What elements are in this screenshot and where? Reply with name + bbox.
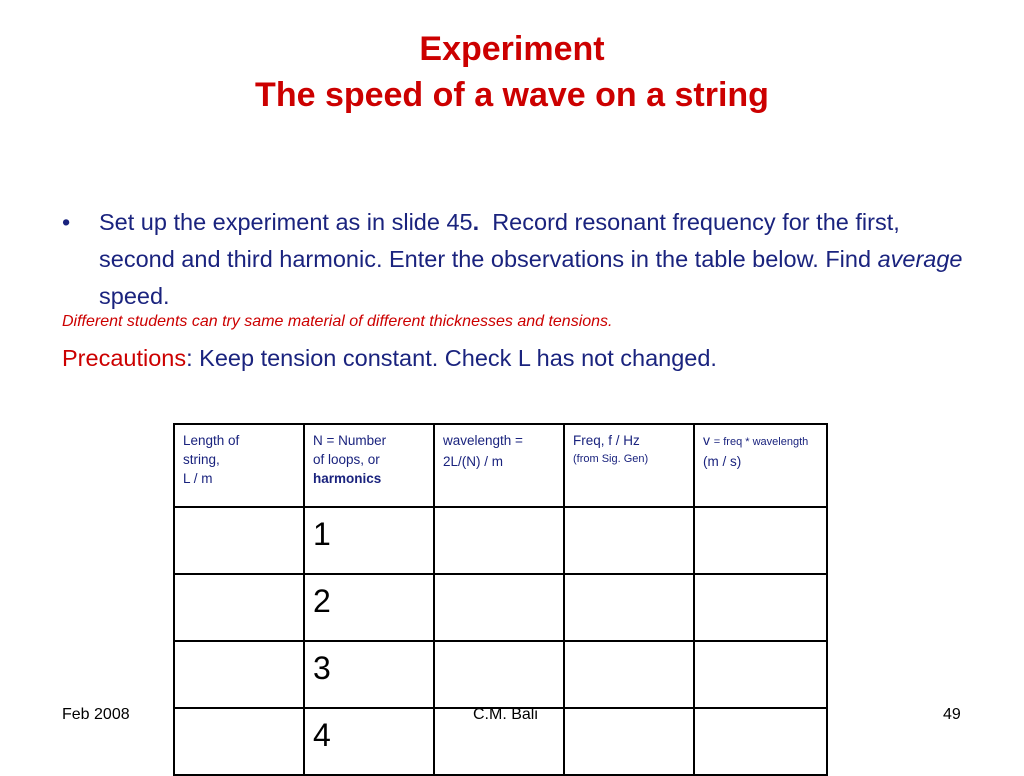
cell-speed bbox=[694, 507, 827, 574]
precautions-label: Precautions bbox=[62, 345, 187, 371]
cell-length bbox=[174, 708, 304, 775]
cell-length bbox=[174, 641, 304, 708]
bullet-dot-punct: . bbox=[472, 209, 480, 235]
header-speed-eq: = freq * wavelength bbox=[713, 436, 809, 448]
cell-frequency bbox=[564, 507, 694, 574]
precautions bbox=[62, 345, 717, 372]
precautions-text: : Keep tension constant. Check L has not changed. bbox=[186, 345, 717, 371]
header-loops bbox=[304, 424, 434, 507]
cell-harmonic: 3 bbox=[304, 641, 434, 708]
cell-frequency bbox=[564, 708, 694, 775]
header-speed-formula bbox=[703, 431, 818, 452]
cell-frequency bbox=[564, 641, 694, 708]
table-row bbox=[174, 574, 827, 641]
header-length-line-2: string, bbox=[183, 452, 220, 467]
header-speed bbox=[694, 424, 827, 507]
header-wavelength-line-2: 2L/(N) / m bbox=[443, 454, 504, 469]
header-frequency bbox=[564, 424, 694, 507]
cell-wavelength bbox=[434, 641, 564, 708]
table-row bbox=[174, 507, 827, 574]
slide-title bbox=[0, 26, 1024, 118]
bullet-italic-average: average bbox=[877, 246, 963, 272]
header-length-line-1: Length of bbox=[183, 433, 240, 448]
header-speed-units: (m / s) bbox=[703, 454, 742, 469]
cell-harmonic: 1 bbox=[304, 507, 434, 574]
bullet-part-2: Record resonant frequency for the first, second and third harmonic. Enter the observations in the table below. Find bbox=[99, 209, 907, 272]
header-loops-line-2: of loops, or bbox=[313, 452, 380, 467]
header-loops-harmonics: harmonics bbox=[313, 471, 382, 486]
table-row bbox=[174, 641, 827, 708]
bullet-dot: • bbox=[62, 209, 71, 235]
cell-speed bbox=[694, 708, 827, 775]
header-wavelength-line-1: wavelength = bbox=[443, 433, 523, 448]
header-speed-v: v bbox=[703, 432, 710, 448]
cell-wavelength bbox=[434, 574, 564, 641]
footer-author: C.M. Bali bbox=[473, 706, 538, 723]
cell-harmonic: 2 bbox=[304, 574, 434, 641]
cell-length bbox=[174, 507, 304, 574]
header-loops-line-1: N = Number bbox=[313, 433, 387, 448]
table-header-row bbox=[174, 424, 827, 507]
header-length bbox=[174, 424, 304, 507]
cell-wavelength bbox=[434, 507, 564, 574]
footer-page-number: 49 bbox=[943, 706, 961, 723]
bullet-text bbox=[99, 204, 972, 315]
bullet-part-1: Set up the experiment as in slide 45 bbox=[99, 209, 473, 235]
header-frequency-line-1: Freq, f / Hz bbox=[573, 433, 640, 448]
title-line-2: The speed of a wave on a string bbox=[255, 76, 769, 114]
instruction-bullet bbox=[62, 204, 972, 315]
cell-speed bbox=[694, 641, 827, 708]
students-note: Different students can try same material of different thicknesses and tensions. bbox=[62, 313, 613, 330]
cell-length bbox=[174, 574, 304, 641]
bullet-part-3: speed. bbox=[99, 283, 170, 309]
cell-harmonic: 4 bbox=[304, 708, 434, 775]
footer-date: Feb 2008 bbox=[62, 706, 130, 723]
header-wavelength bbox=[434, 424, 564, 507]
header-length-line-3: L / m bbox=[183, 471, 213, 486]
cell-speed bbox=[694, 574, 827, 641]
cell-frequency bbox=[564, 574, 694, 641]
title-line-1: Experiment bbox=[419, 30, 605, 68]
header-frequency-source: (from Sig. Gen) bbox=[573, 453, 649, 465]
